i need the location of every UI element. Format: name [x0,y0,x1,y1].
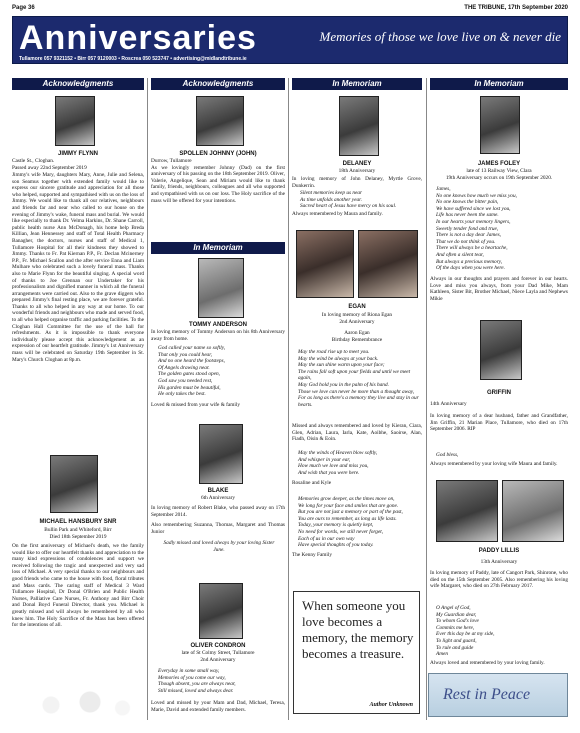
egan-sub2: Aaron Egan Birthday Remembrance [331,330,383,343]
spollen-body: Durrow, Tullamore As we lovingly remember Johnny (Dad) on the first anniversary of his passing on the 18th September 2019. Oliver, Valerie, Angelique, Sean and Miriam would like to thank family, friends, neighbours, colleagues and all who supported and sympathised with us on our loss. The Holy sacrifice of the mass will be offered for your intentions. [151,158,285,204]
egan-verse: May the road rise up to meet you. May the wind be always at your back. May the sun shine warm upon your face; The rains fall soft upon your fields and until we meet again, May God hold you in the palm of his hand. Those we love can never be more than a thought away, For as long as there's a memory they live and stay in our hearts. [298,349,419,408]
delaney-sign: Always remembered by Maura and family. [292,211,383,217]
anderson-photo [198,258,244,318]
page-title: Anniversaries [19,19,257,57]
flynn-sub: Castle St., Cloghan. Passed away 22nd September 2019 [12,158,87,171]
hansbury-sub: Bullin Park and Whiteford, Birr Died 18th September 2019 [44,527,112,540]
flowers-image [12,690,142,720]
section-in-memoriam-1: In Memoriam [292,78,422,90]
delaney-sub: 18th Anniversary [338,168,376,174]
griffin-verse: God bless, [436,452,459,458]
tagline: Memories of those we love live on & never die [319,29,561,44]
griffin-name: GRIFFIN [487,390,511,396]
hansbury-photo [50,455,98,513]
page-header [12,5,568,15]
condron-name: OLIVER CONDRON [190,643,246,649]
quote-author: Author Unknown [369,702,413,708]
condron-photo [199,583,243,639]
blake-photo [199,424,243,484]
condron-sub: late of St Colmy Street, Tullamore 2nd Anniversary [181,650,255,663]
foley-name: JAMES FOLEY [477,161,521,167]
condron-sign: Loved and missed by your Mam and Dad, Michael, Teresa, Marie, David and extended family members. [151,700,285,713]
egan-verse3: Memories grow deeper, as the times move on, We long for your face and smiles that are gone. But you are not just a memory or part of the past, You are ours to remember, as long as life lasts. Today, your memory is quietly kept, No need for words, we still never forget, Each of us in our own way Have special thoughts of you today. [298,496,403,549]
spollen-name: SPOLLEN JOHNNY (JOHN) [179,151,257,157]
rest-in-peace-image [428,673,568,717]
section-in-memoriam-3: In Memoriam [151,242,285,254]
masthead [12,16,568,64]
foley-sign: Always in our thoughts and prayers and forever in our hearts. Love and miss you always, from your Dad Mike, Mam Kathleen, Sister Bit, Brother Michael, Niece Layla and Nephews Mikie [430,276,568,302]
anderson-name: TOMMY ANDERSON [189,322,247,328]
foley-photo [480,96,520,154]
blake-sub: 6th Anniversary [201,495,235,501]
flynn-name: JIMMY FLYNN [57,151,98,157]
rest-in-peace-text: Rest in Peace [443,686,531,703]
lillis-body: In loving memory of Paddy, late of Cangort Park, Shinrone, who died on the 15th September 2005. Also remembering his loving wife Margaret, who died on 27th February 2017. [430,570,568,590]
delaney-name: DELANEY [342,161,372,167]
lillis-margaret-photo [502,480,564,542]
hansbury-body: On the first anniversary of Michael's death, we the family would like to offer our heartfelt thanks and appreciation to the many kind expressions of condolences and support we received following the tragic and unexpected and very sad loss of Michael. A very special thanks to our neighbours and good friends who came to the house with food, floral tributes and Mass cards. The caring staff of Medical 3 Ward Tullamore Hospital, Dr Donal O'Brien and Public Health Nurses, Palliative Care Nurses, Fr. Anthony and Birr Choir and Donal Boyd Funeral Director, thank you. Michael is greatly missed and will always be remembered by all who knew him. The Holy Sacrifice of the Mass has been offered for the intentions of all. [12,543,144,629]
griffin-body: In loving memory of a dear husband, father and Grandfather, Jim Griffin, 21 Marian Place, Tullamore, who died on 17th September 2006. RIP [430,413,568,433]
column-divider-2 [288,78,289,720]
section-acknowledgments-1: Acknowledgments [12,78,144,90]
column-divider-1 [147,78,148,720]
delaney-intro: In loving memory of John Delaney, Myrtle Grove, Dunkerrin. [292,176,422,189]
delaney-photo [339,96,379,156]
foley-verse: James, No one knows how much we miss you, No one knows the bitter pain, We have suffered since we lost you, Life has never been the same. In our hearts your memory lingers, Sweetly tender fond and true, There is not a day dear James, That we do not think of you. There will always be a heartache, And often a silent tear, But always a precious memory, Of the days when you were here. [436,186,517,272]
foley-sub: late of 13 Railway View, Clara 19th Anniversary occurs on 19th September 2020. [445,168,553,181]
anderson-verse: God called your name so softly, That only you could hear, And no one heard the footsteps, Of Angels drawing near. The golden gates stood open, God saw you needed rest, His garden must be beautiful, He only takes the best. [158,345,226,398]
egan-sign3: The Kenny Family [292,552,333,558]
condron-verse: Everyday in some small way, Memories of you come our way, Though absent, you are always near, Still missed, loved and always dear. [158,668,236,694]
flynn-body: Jimmy's wife Mary, daughters Mary, Anne, Julie and Selena, son Seamus together with extended family would like to express our sincere gratitude and appreciation for all those who helped, supported and sympathised with us on the loss of Jimmy. We would like to thank all our relatives, neighbours and friends far and near who called to our house on the evening of Jimmy's wake, funeral mass and burial. We would like especially to thank Dr. Velma Harkins, Dr. Shane Carroll, public health nurse Ann McDonagh, his home help Breda Killian, Jean Hennessey and staff of Total Health Pharmacy Banagher, the doctors, nurses and staff of Medical 1, Tullamore Hospital for all their kindness they showed to Jimmy. Thanks to Fr. Pat Kiernan P.P., Fr. Declan Mcinerney P.P., Fr. Michael Scallon and the after service Enna and Liam Mulhare who celebrated such a lovely funeral mass. Thanks also to Marie Flynn for the beautiful singing. A special word of thanks to Joe Grennan our Undertaker for his professionalism and dignified manner in which all the funeral arrangements were carried out. Also to the grave diggers who prepared Jimmy's final resting place, we are forever grateful. Thanks to all who helped in any way at our home. To our wonderful friends and neighbours who made and served food, to all who helped organise traffic and parking facilities. To the Cloghan Hall Committee for the use of the hall for refreshments. As it is impossible to thank everyone individually please accept this acknowledgement as an expression of our heartfelt gratitude. Jimmy's 1st Anniversary mass will be celebrated on Saturday 19th September in St. Mary's Church Cloghan at 8p.m. [12,172,144,363]
egan-sub: In loving memory of Riona Egan 2nd Anniversary [321,312,393,325]
spollen-photo [196,96,244,146]
griffin-sign: Always remembered by your loving wife Maura and family. [430,461,558,467]
section-in-memoriam-2: In Memoriam [430,78,568,90]
blake-body: In loving memory of Robert Blake, who passed away on 17th September 2014. [151,505,285,518]
egan-photo-2 [358,230,418,298]
lillis-verse: O Angel of God, My Guardian dear, To whom God's love Commits me here, Ever this day be at my side, To light and guard, To rule and guide Amen [436,605,495,658]
egan-verse2: May the winds of Heaven blow softly, And whisper in your ear, How much we love and miss you, And wish that you were here. [298,450,378,476]
blake-name: BLAKE [207,488,229,494]
blake-verse: Sadly missed and loved always by your loving Sister June. [163,540,275,553]
lillis-sign: Always loved and remembered by your loving family. [430,660,545,666]
paper-date: THE TRIBUNE, 17th September 2020 [464,5,568,11]
delaney-verse: Silent memories keep us near As time unfolds another year. Sacred heart of Jesus have mercy on his soul. [300,190,397,210]
hansbury-name: MICHAEL HANSBURY SNR [39,519,117,525]
contact-line: Tullamore 057 9321152 • Birr 057 9120003 • Roscrea 050 523747 • advertising@midlandtribune.ie [19,56,247,62]
lillis-photo [436,480,498,542]
page-number: Page 36 [12,5,35,11]
egan-sign2: Rosaline and Kyle [292,480,332,486]
quote-text: When someone you love becomes a memory, the memory becomes a treasure. [302,598,414,661]
blake-body2: Also remembering Suzanna, Thomas, Margaret and Thomas Junior [151,522,285,535]
anderson-sign: Loved & missed from your wife & family [151,402,240,408]
griffin-sub: 14th Anniversary [430,401,467,407]
griffin-photo [480,320,522,380]
flynn-photo [55,96,95,146]
anderson-intro: In loving memory of Tommy Anderson on his 8th Anniversary away from home. [151,329,285,342]
column-divider-3 [426,78,427,720]
egan-sign: Missed and always remembered and loved by Kieran, Ciara, Glen, Adrian, Laura, Iarla, Kate, Aoibhe, Saoirse, Alan, Fiadh, Oisin & Eoin. [292,423,422,443]
egan-name: EGAN [348,304,366,310]
egan-photo-1 [296,230,354,298]
lillis-name: PADDY LILLIS [478,548,520,554]
section-acknowledgments-2: Acknowledgments [151,78,285,90]
lillis-sub: 13th Anniversary [480,559,518,565]
quote-box [293,591,420,714]
